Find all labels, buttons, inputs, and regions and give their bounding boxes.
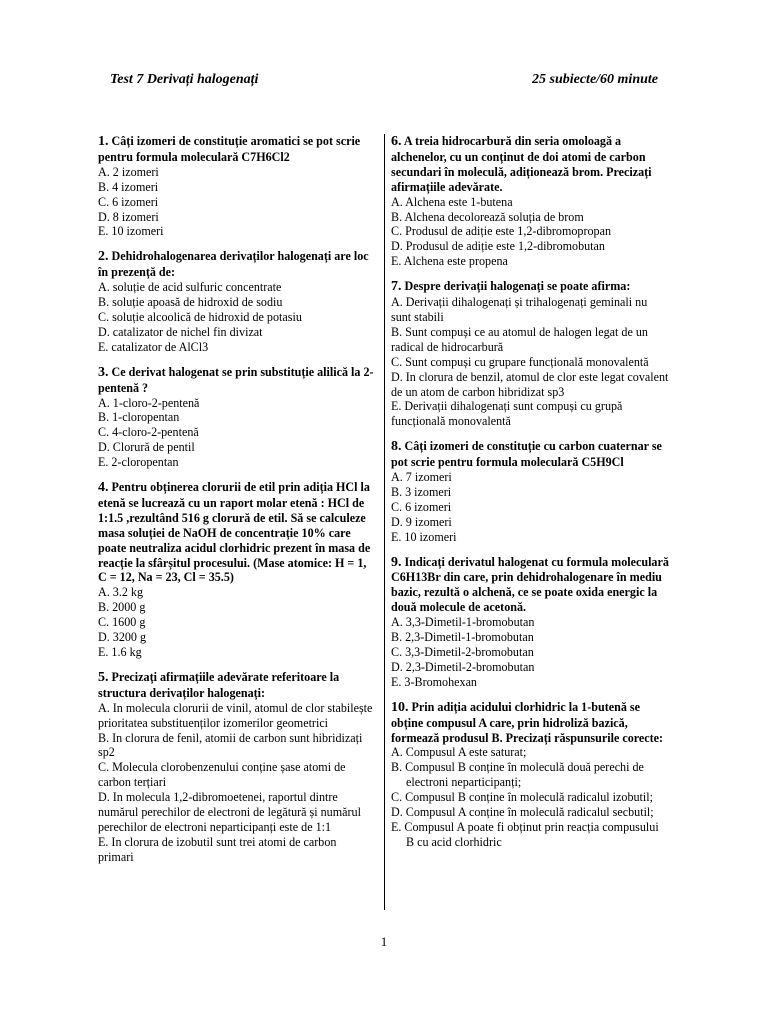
option: A. 3.2 kg	[98, 585, 144, 600]
page-number: 1	[380, 934, 388, 949]
option: A. Compusul A este saturat;	[391, 745, 527, 760]
question-number: 7.	[391, 279, 402, 295]
option: B. Sunt compuși ce au atomul de halogen legat de un radical de hidrocarbură	[391, 324, 648, 354]
option: A. 2 izomeri	[98, 164, 159, 179]
question-number: 2.	[98, 249, 109, 265]
option: C. 6 izomeri	[98, 194, 159, 209]
option: A. 7 izomeri	[391, 470, 452, 485]
option: C. soluție alcoolică de hidroxid de potasiu	[98, 309, 302, 324]
question-stem: Pentru obținerea clorurii de etil prin adiția HCl la etenă se lucrează cu un raport molar etenă : HCl de 1:1.5 ,rezultând 516 g clorură de etil. Să se calculeze masa soluției de NaOH de concentrație 10% care poate neutraliza acidul clorhidric prezent în masa de reacție la sfârșitul procesului. (Mase atomice: H = 1, C = 12, Na = 23, Cl = 35.5)	[98, 480, 371, 585]
option: D. In clorura de benzil, atomul de clor este legat covalent de un atom de carbon hibridizat sp3	[391, 369, 669, 399]
option: B. 2000 g	[98, 600, 146, 615]
question-8	[391, 439, 669, 544]
question-number: 10.	[391, 699, 409, 715]
question-4	[98, 480, 374, 660]
option: E. 10 izomeri	[391, 529, 457, 544]
question-2	[98, 249, 374, 354]
test-meta: 25 subiecte/60 minute	[532, 72, 658, 87]
question-stem: Câți izomeri de constituție cu carbon cuaternar se pot scrie pentru formula moleculară C5H9Cl	[391, 439, 662, 470]
test-title: Test 7 Derivați halogenați	[110, 72, 259, 87]
option: D. 3200 g	[98, 630, 147, 645]
question-stem: Precizați afirmațiile adevărate referitoare la structura derivaților halogenați:	[98, 669, 340, 700]
option: B. Compusul B conține în moleculă două perechi de electroni neparticipanți;	[391, 760, 644, 790]
option: E. Derivații dihalogenați sunt compuși cu grupă funcțională monovalentă	[391, 399, 623, 429]
option: E. catalizator de AlCl3	[98, 339, 209, 354]
option: C. 4-cloro-2-pentenă	[98, 425, 199, 440]
question-stem: Prin adiția acidului clorhidric la 1-butenă se obține compusul A care, prin hidroliză bazică, formează produsul B. Precizați răspunsurile corecte:	[391, 699, 664, 745]
question-number: 5.	[98, 669, 109, 685]
question-6	[391, 134, 669, 269]
option: E. Alchena este propena	[391, 254, 508, 269]
question-number: 9.	[391, 554, 402, 570]
option: A. 1-cloro-2-pentenă	[98, 395, 200, 410]
option: B. In clorura de fenil, atomii de carbon sunt hibridizați sp2	[98, 730, 363, 760]
question-number: 3.	[98, 364, 109, 380]
question-stem: Câți izomeri de constituție aromatici se pot scrie pentru formula moleculară C7H6Cl2	[98, 134, 361, 164]
option: A. In molecula clorurii de vinil, atomul de clor stabilește prioritatea substituenților izomerilor geometrici	[98, 700, 373, 730]
question-number: 1.	[98, 134, 109, 149]
option: A. Alchena este 1-butena	[391, 194, 513, 209]
question-stem: Despre derivații halogenați se poate afirma:	[404, 279, 631, 294]
left-column	[98, 134, 374, 875]
question-1	[98, 134, 374, 239]
question-number: 6.	[391, 134, 402, 149]
question-stem: Indicați derivatul halogenat cu formula moleculară C6H13Br din care, prin dehidrohalogenare în mediu bazic, rezultă o alchenă, ce se poate oxida energic la două molecule de acetonă.	[391, 554, 669, 615]
option: D. 2,3-Dimetil-2-bromobutan	[391, 659, 535, 674]
option: B. Alchena decolorează soluția de brom	[391, 209, 584, 224]
question-5	[98, 670, 374, 865]
option: B. 2,3-Dimetil-1-bromobutan	[391, 630, 534, 645]
right-column	[391, 134, 669, 860]
question-number: 4.	[98, 480, 109, 496]
option: B. 1-cloropentan	[98, 410, 180, 425]
option: D. 8 izomeri	[98, 209, 159, 224]
option: B. 3 izomeri	[391, 484, 452, 499]
option: B. 4 izomeri	[98, 179, 159, 194]
option: D. catalizator de nichel fin divizat	[98, 324, 263, 339]
question-stem: Dehidrohalogenarea derivaților halogenați are loc în prezență de:	[98, 249, 369, 280]
option: C. Compusul B conține în moleculă radicalul izobutil;	[391, 790, 653, 805]
option: A. Derivații dihalogenați și trihalogenați geminali nu sunt stabili	[391, 295, 648, 324]
option: E. 1.6 kg	[98, 645, 142, 659]
option: E. 2-cloropentan	[98, 455, 179, 470]
question-10	[391, 700, 669, 850]
question-7	[391, 279, 669, 429]
option: B. soluție apoasă de hidroxid de sodiu	[98, 295, 283, 310]
question-stem: A treia hidrocarbură din seria omoloagă a alchenelor, cu un conținut de doi atomi de carbon secundari în moleculă, adiționează brom. Precizați afirmațiile adevărate.	[391, 134, 652, 194]
option: C. Produsul de adiție este 1,2-dibromopropan	[391, 224, 612, 239]
option: D. Produsul de adiție este 1,2-dibromobutan	[391, 239, 605, 254]
option: A. 3,3-Dimetil-1-bromobutan	[391, 615, 535, 630]
option: E. 10 izomeri	[98, 224, 164, 239]
option: A. soluție de acid sulfuric concentrate	[98, 280, 282, 295]
option: D. Compusul A conține în moleculă radicalul secbutil;	[391, 805, 654, 820]
option: E. Compusul A poate fi obținut prin reacția compusului B cu acid clorhidric	[391, 819, 659, 849]
option: C. 1600 g	[98, 615, 146, 630]
option: D. Clorură de pentil	[98, 440, 195, 455]
question-3	[98, 365, 374, 470]
option: E. In clorura de izobutil sunt trei atomi de carbon primari	[98, 834, 337, 864]
column-divider	[384, 134, 385, 910]
option: D. 9 izomeri	[391, 514, 452, 529]
option: C. 3,3-Dimetil-2-bromobutan	[391, 645, 534, 659]
option: E. 3-Bromohexan	[391, 674, 477, 689]
question-stem: Ce derivat halogenat se prin substituție alilică la 2- pentenă ?	[98, 364, 374, 395]
option: C. 6 izomeri	[391, 499, 452, 514]
question-9	[391, 555, 669, 690]
option: C. Sunt compuși cu grupare funcțională monovalentă	[391, 354, 649, 369]
question-number: 8.	[391, 439, 402, 455]
option: C. Molecula clorobenzenului conține șase atomi de carbon terțiari	[98, 760, 346, 790]
option: D. In molecula 1,2-dibromoetenei, raportul dintre numărul perechilor de electroni de legătură și numărul perechilor de electroni neparticipanți este de 1:1	[98, 790, 361, 834]
